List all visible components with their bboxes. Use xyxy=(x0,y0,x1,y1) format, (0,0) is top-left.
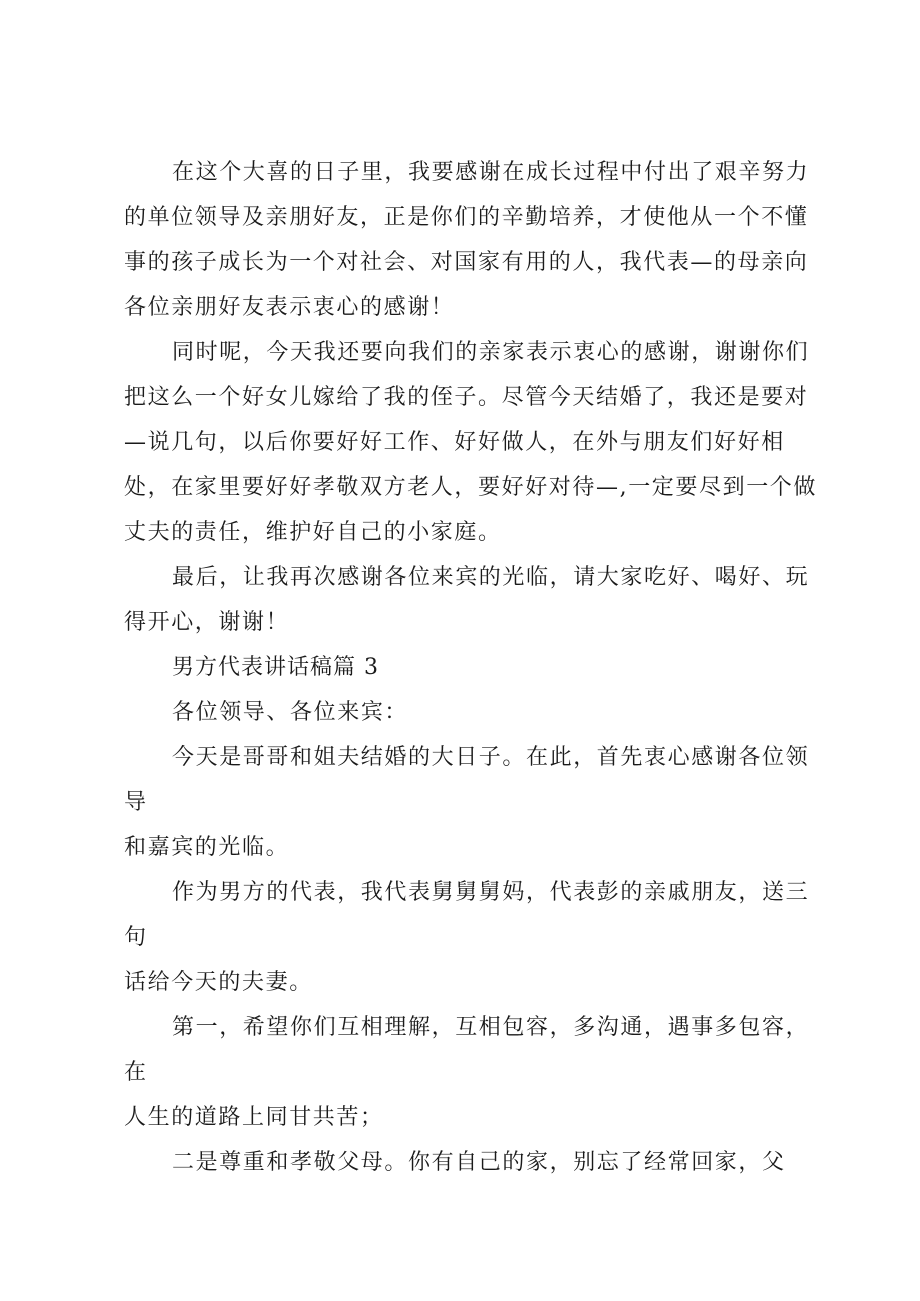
paragraph-first-point: 第一，希望你们互相理解，互相包容，多沟通，遇事多包容，在 人生的道路上同甘共苦； xyxy=(124,1015,810,1130)
paragraph-thanks-in-laws: 同时呢，今天我还要向我们的亲家表示衷心的感谢，谢谢你们 把这么一个好女儿嫁给了我的侄子。尽管今天结婚了，我还是要对 —说几句，以后你要好好工作、好好做人，在外与朋友们好好相 处，在家里要好好孝敬双方老人，要好好对待—,一定要尽到一个做 丈夫的责任，维护好自己的小家庭。 xyxy=(124,340,817,545)
paragraph-second-point: 二是尊重和孝敬父母。你有自己的家，别忘了经常回家，父 xyxy=(172,1150,786,1175)
paragraph-closing: 最后，让我再次感谢各位来宾的光临，请大家吃好、喝好、玩 得开心，谢谢！ xyxy=(124,565,810,635)
section-heading: 男方代表讲话稿篇 3 xyxy=(172,655,379,680)
document-body xyxy=(124,150,824,1185)
paragraph-salutation: 各位领导、各位来宾： xyxy=(172,700,409,725)
paragraph-representative: 作为男方的代表，我代表舅舅舅妈，代表彭的亲戚朋友，送三句 话给今天的夫妻。 xyxy=(124,880,810,995)
paragraph-opening: 今天是哥哥和姐夫结婚的大日子。在此，首先衷心感谢各位领导 和嘉宾的光临。 xyxy=(124,745,810,860)
paragraph-thanks-friends: 在这个大喜的日子里，我要感谢在成长过程中付出了艰辛努力 的单位领导及亲朋好友，正是你们的辛勤培养，才使他从一个不懂 事的孩子成长为一个对社会、对国家有用的人，我代表—的母亲向 各位亲朋好友表示衷心的感谢！ xyxy=(124,160,810,320)
